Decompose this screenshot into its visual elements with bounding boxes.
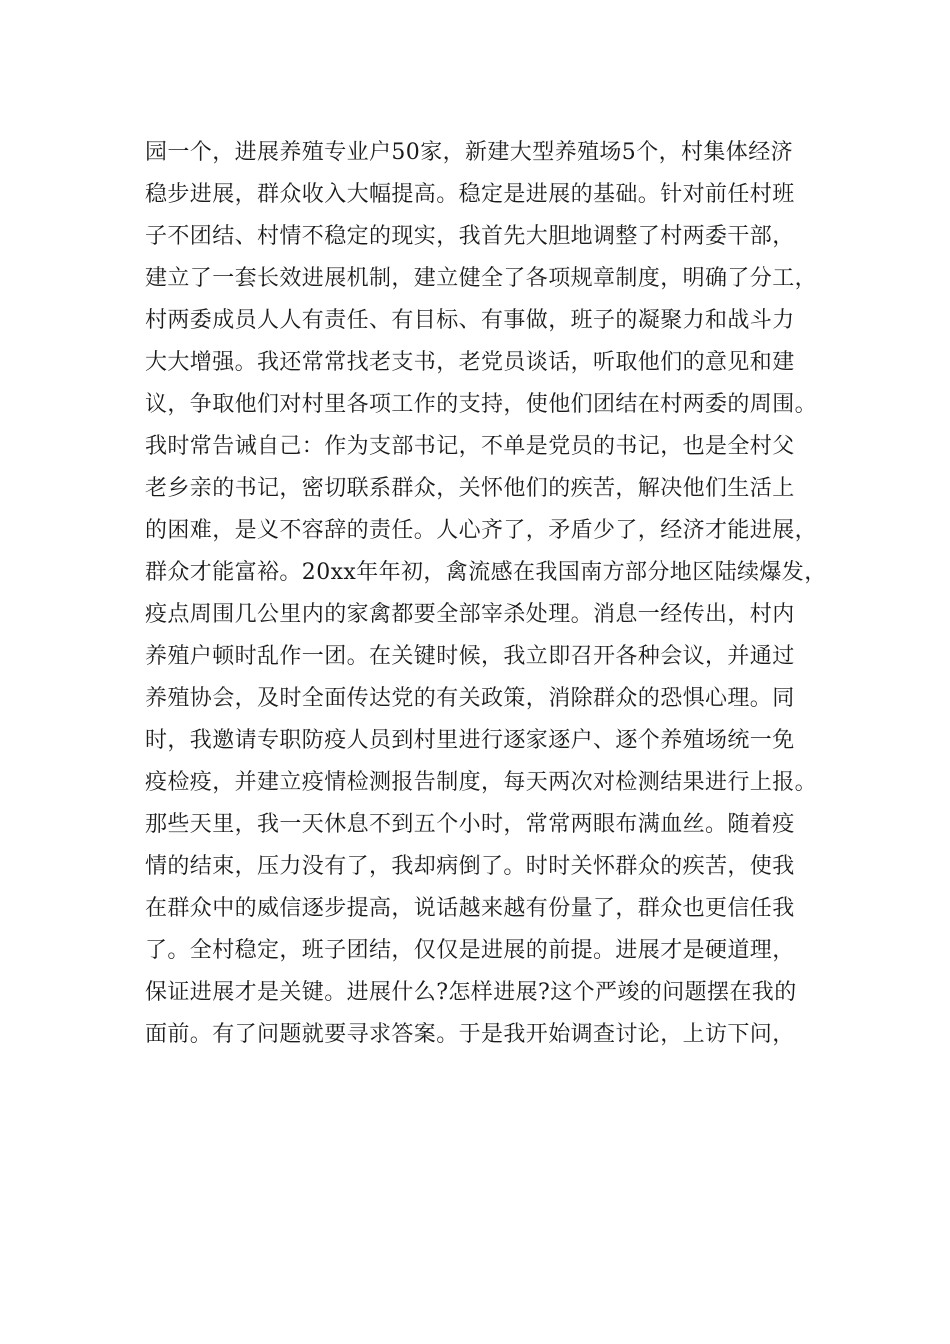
text-line: 子不团结、村情不稳定的现实，我首先大胆地调整了村两委干部， [145, 224, 795, 249]
text-line: 养殖协会，及时全面传达党的有关政策，消除群众的恐惧心理。同 [145, 686, 795, 711]
body-text [145, 132, 835, 1056]
text-line: 老乡亲的书记，密切联系群众，关怀他们的疾苦，解决他们生活上 [145, 476, 795, 501]
text-line: 建立了一套长效进展机制，建立健全了各项规章制度，明确了分工， [145, 266, 818, 291]
text-line: 疫检疫，并建立疫情检测报告制度，每天两次对检测结果进行上报。 [145, 770, 818, 795]
text-line: 养殖户顿时乱作一团。在关键时候，我立即召开各种会议，并通过 [145, 644, 795, 669]
text-line: 议，争取他们对村里各项工作的支持，使他们团结在村两委的周围。 [145, 392, 818, 417]
text-line: 稳步进展，群众收入大幅提高。稳定是进展的基础。针对前任村班 [145, 182, 795, 207]
text-line: 大大增强。我还常常找老支书，老党员谈话，听取他们的意见和建 [145, 350, 795, 375]
text-line: 村两委成员人人有责任、有目标、有事做，班子的凝聚力和战斗力 [145, 308, 795, 333]
text-line: 的困难，是义不容辞的责任。人心齐了，矛盾少了，经济才能进展， [145, 518, 818, 543]
text-line: 在群众中的威信逐步提高，说话越来越有份量了，群众也更信任我 [145, 896, 795, 921]
text-line: 群众才能富裕。20xx年年初，禽流感在我国南方部分地区陆续爆发， [145, 560, 827, 585]
text-line: 情的结束，压力没有了，我却病倒了。时时关怀群众的疾苦，使我 [145, 854, 795, 879]
text-line: 园一个，进展养殖专业户50家，新建大型养殖场5个，村集体经济 [145, 140, 793, 165]
text-line: 疫点周围几公里内的家禽都要全部宰杀处理。消息一经传出，村内 [145, 602, 795, 627]
text-line: 面前。有了问题就要寻求答案。于是我开始调查讨论，上访下问， [145, 1022, 795, 1047]
text-line: 我时常告诫自己：作为支部书记，不单是党员的书记，也是全村父 [145, 434, 795, 459]
text-line: 那些天里，我一天休息不到五个小时，常常两眼布满血丝。随着疫 [145, 812, 795, 837]
text-line: 时，我邀请专职防疫人员到村里进行逐家逐户、逐个养殖场统一免 [145, 728, 795, 753]
text-line: 了。全村稳定，班子团结，仅仅是进展的前提。进展才是硬道理， [145, 938, 795, 963]
text-line: 保证进展才是关键。进展什么?怎样进展?这个严竣的问题摆在我的 [145, 980, 797, 1005]
